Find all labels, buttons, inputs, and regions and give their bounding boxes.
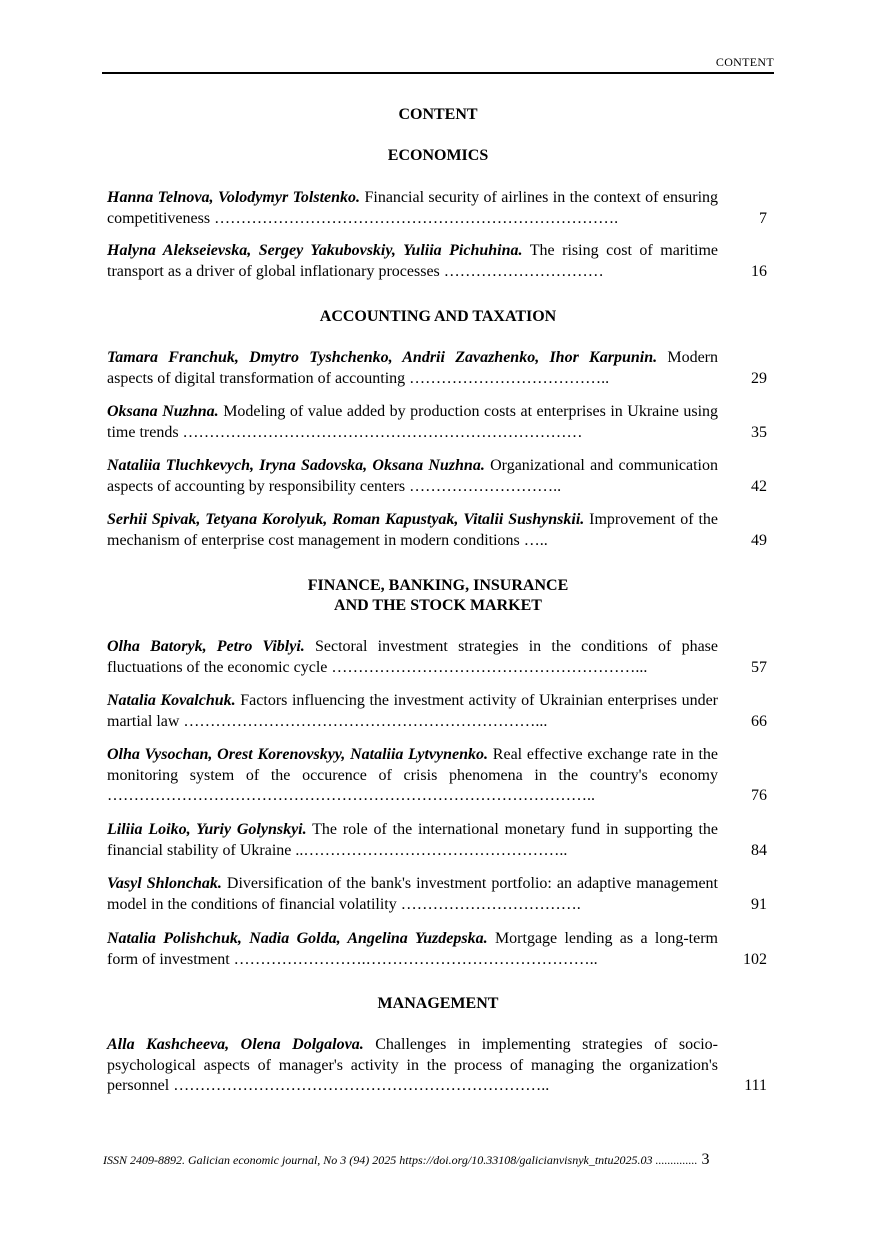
footer-page-number: 3 — [701, 1151, 710, 1168]
toc-entry[interactable] — [107, 1035, 767, 1097]
section-heading-line: AND THE STOCK MARKET — [334, 597, 542, 614]
footer-citation: ISSN 2409-8892. Galician economic journal, No 3 (94) 2025 https://doi.org/10.33108/galicianvisnyk_tntu2025.03 .............. — [103, 1153, 698, 1167]
entry-authors: Vasyl Shlonchak. — [107, 875, 222, 892]
entry-title: Financial security of airlines in the context of ensuring competitiveness …………………………………………………………………. — [107, 189, 719, 227]
entry-authors: Liliia Loiko, Yuriy Golynskyi. — [107, 821, 307, 838]
page-title: CONTENT — [398, 106, 478, 123]
entry-title: Real effective exchange rate in the monitoring system of the occurence of crisis phenomena in the country's economy ……………………………………………………………………………….. — [107, 746, 719, 804]
toc-entry[interactable] — [107, 402, 767, 443]
entry-title: The rising cost of maritime transport as a driver of global inflationary processes ………………………… — [107, 242, 719, 280]
entry-page-number: 29 — [751, 369, 767, 387]
toc-entry[interactable] — [107, 510, 767, 551]
entry-page-number: 84 — [751, 841, 767, 859]
entry-authors: Hanna Telnova, Volodymyr Tolstenko. — [107, 189, 361, 206]
entry-page-number: 102 — [743, 950, 767, 968]
running-head: CONTENT — [715, 55, 774, 69]
entry-page-number: 7 — [759, 209, 767, 227]
toc-entry[interactable] — [107, 456, 767, 497]
entry-title: Challenges in implementing strategies of socio-psychological aspects of manager's activity in the process of managing the organization's personnel …………………………………………………………….. — [107, 1036, 719, 1094]
entry-page-number: 16 — [751, 262, 767, 280]
entry-authors: Olha Batoryk, Petro Viblyi. — [107, 638, 305, 655]
entry-authors: Tamara Franchuk, Dmytro Tyshchenko, Andrii Zavazhenko, Ihor Karpunin. — [107, 349, 658, 366]
entry-authors: Halyna Alekseievska, Sergey Yakubovskiy, Yuliia Pichuhina. — [107, 242, 523, 259]
entry-title: Modern aspects of digital transformation of accounting ……………………………….. — [107, 349, 718, 387]
entry-authors: Nataliia Tluchkevych, Iryna Sadovska, Oksana Nuzhna. — [107, 457, 485, 474]
entry-title: Diversification of the bank's investment portfolio: an adaptive management model in the conditions of financial volatility ……………………………. — [107, 875, 718, 913]
entry-authors: Oksana Nuzhna. — [107, 403, 219, 420]
section-heading-economics: ECONOMICS — [387, 147, 489, 164]
header-rule — [102, 72, 774, 74]
entry-page-number: 42 — [751, 477, 767, 495]
entry-page-number: 57 — [751, 658, 767, 676]
entry-page-number: 35 — [751, 423, 767, 441]
entry-title: Mortgage lending as a long-term form of investment …………………….…………………………………….. — [107, 930, 718, 968]
entry-title: The role of the international monetary fund in supporting the financial stability of Ukraine ..………………………………………….. — [107, 821, 719, 859]
entry-page-number: 111 — [744, 1077, 767, 1094]
entry-title: Sectoral investment strategies in the conditions of phase fluctuations of the economic cycle …………………………………………………... — [107, 638, 718, 676]
section-heading-management: MANAGEMENT — [377, 995, 499, 1012]
section-heading-accounting: ACCOUNTING AND TAXATION — [319, 308, 557, 325]
entry-authors: Natalia Polishchuk, Nadia Golda, Angelina Yuzdepska. — [107, 930, 488, 947]
entry-page-number: 66 — [751, 712, 767, 730]
toc-entry[interactable] — [107, 241, 767, 282]
entry-title: Improvement of the mechanism of enterprise cost management in modern conditions ….. — [107, 511, 718, 549]
entry-authors: Natalia Kovalchuk. — [107, 692, 236, 709]
entry-page-number: 49 — [751, 531, 767, 549]
toc-entry[interactable] — [107, 820, 767, 861]
entry-authors: Serhii Spivak, Tetyana Korolyuk, Roman Kapustyak, Vitalii Sushynskii. — [107, 511, 585, 528]
toc-entry[interactable] — [107, 929, 767, 970]
entry-title: Modeling of value added by production costs at enterprises in Ukraine using time trends ………………………………………………………………… — [107, 403, 719, 441]
section-heading-line: FINANCE, BANKING, INSURANCE — [307, 577, 569, 594]
entry-page-number: 91 — [751, 895, 767, 913]
page-footer — [103, 1151, 771, 1169]
section-heading-finance — [102, 576, 774, 616]
entry-authors: Olha Vysochan, Orest Korenovskyy, Nataliia Lytvynenko. — [107, 746, 489, 763]
toc-entry[interactable] — [107, 745, 767, 807]
entry-page-number: 76 — [751, 787, 767, 804]
toc-entry[interactable] — [107, 637, 767, 678]
toc-entry[interactable] — [107, 188, 767, 229]
entry-title: Organizational and communication aspects of accounting by responsibility centers ……………………….. — [107, 457, 719, 495]
entry-authors: Alla Kashcheeva, Olena Dolgalova. — [107, 1036, 364, 1053]
toc-entry[interactable] — [107, 348, 767, 389]
toc-entry[interactable] — [107, 691, 767, 732]
toc-entry[interactable] — [107, 874, 767, 915]
entry-title: Factors influencing the investment activity of Ukrainian enterprises under martial law …………………………………………………………... — [107, 692, 719, 730]
